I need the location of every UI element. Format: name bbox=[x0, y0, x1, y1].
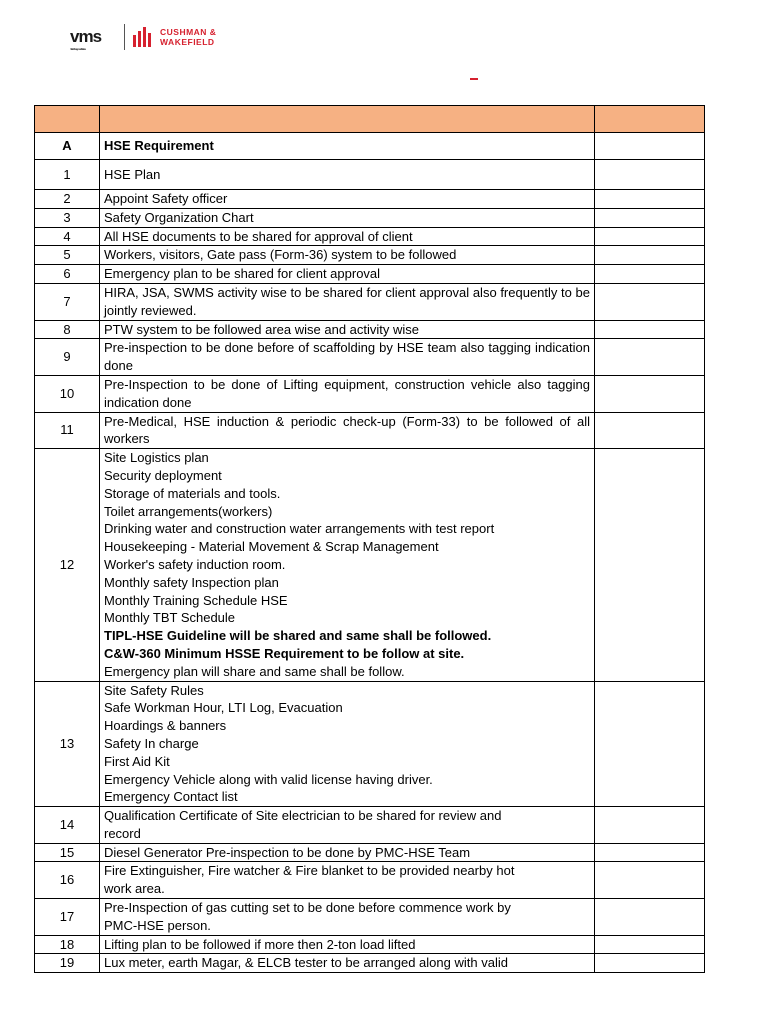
description-line: Security deployment bbox=[104, 467, 222, 483]
row-description bbox=[100, 807, 595, 844]
row-description bbox=[100, 935, 595, 954]
row-description bbox=[100, 862, 595, 899]
page-header bbox=[70, 22, 216, 52]
description-line: Workers, visitors, Gate pass (Form-36) system to be followed bbox=[104, 247, 457, 263]
section-title: HSE Requirement bbox=[100, 133, 595, 160]
header-cell-status bbox=[595, 106, 705, 133]
row-description bbox=[100, 843, 595, 862]
row-number: 12 bbox=[35, 449, 100, 681]
description-line: Emergency plan will share and same shall be follow. bbox=[104, 663, 405, 679]
description-line: Drinking water and construction water arrangements with test report bbox=[104, 521, 495, 537]
row-description bbox=[100, 954, 595, 973]
vms-logo bbox=[70, 27, 118, 51]
row-number: 13 bbox=[35, 681, 100, 807]
cw-logo-line2: WAKEFIELD bbox=[160, 37, 215, 47]
description-line: HSE Plan bbox=[104, 166, 161, 182]
row-description: Pre-Inspection to be done of Lifting equipment, construction vehicle also tagging indication done bbox=[100, 375, 595, 412]
row-number: 19 bbox=[35, 954, 100, 973]
red-underscore-mark bbox=[470, 78, 478, 80]
row-status-cell bbox=[595, 375, 705, 412]
description-line: All HSE documents to be shared for approval of client bbox=[104, 228, 413, 244]
section-id: A bbox=[35, 133, 100, 160]
row-number: 14 bbox=[35, 807, 100, 844]
description-line: Monthly Training Schedule HSE bbox=[104, 592, 288, 608]
table-header-row bbox=[35, 106, 705, 133]
row-description bbox=[100, 227, 595, 246]
table-row bbox=[35, 265, 705, 284]
row-status-cell bbox=[595, 807, 705, 844]
description-line: Hoardings & banners bbox=[104, 718, 227, 734]
row-status-cell bbox=[595, 449, 705, 681]
row-status-cell bbox=[595, 681, 705, 807]
row-status-cell bbox=[595, 339, 705, 376]
row-status-cell bbox=[595, 265, 705, 284]
description-line: Worker's safety induction room. bbox=[104, 556, 286, 572]
description-line: Emergency Contact list bbox=[104, 789, 238, 805]
row-status-cell bbox=[595, 246, 705, 265]
description-line: Qualification Certificate of Site electrician to be shared for review and bbox=[104, 808, 502, 824]
row-description bbox=[100, 208, 595, 227]
table-row bbox=[35, 339, 705, 376]
description-line: Monthly TBT Schedule bbox=[104, 610, 236, 626]
row-description: Pre-Medical, HSE induction & periodic check-up (Form-33) to be followed of all workers bbox=[100, 412, 595, 449]
description-line: Lifting plan to be followed if more then 2-ton load lifted bbox=[104, 936, 416, 952]
table-row bbox=[35, 954, 705, 973]
vms-logo-text: vms bbox=[70, 27, 102, 46]
description-line: C&W-360 Minimum HSSE Requirement to be follow at site. bbox=[104, 645, 465, 661]
row-number: 17 bbox=[35, 899, 100, 936]
row-number: 1 bbox=[35, 160, 100, 190]
row-status-cell bbox=[595, 899, 705, 936]
description-line: work area. bbox=[104, 881, 165, 897]
row-description bbox=[100, 190, 595, 209]
row-number: 11 bbox=[35, 412, 100, 449]
row-status-cell bbox=[595, 320, 705, 339]
row-status-cell bbox=[595, 160, 705, 190]
section-status-cell bbox=[595, 133, 705, 160]
table-row bbox=[35, 246, 705, 265]
row-description bbox=[100, 320, 595, 339]
hse-checklist-table bbox=[34, 105, 705, 973]
table-row bbox=[35, 807, 705, 844]
section-row bbox=[35, 133, 705, 160]
description-line: Lux meter, earth Magar, & ELCB tester to be arranged along with valid bbox=[104, 955, 508, 971]
description-line: Housekeeping - Material Movement & Scrap Management bbox=[104, 539, 439, 555]
description-line: TIPL-HSE Guideline will be shared and same shall be followed. bbox=[104, 628, 492, 644]
cushman-wakefield-logo bbox=[160, 27, 216, 47]
row-number: 4 bbox=[35, 227, 100, 246]
description-line: record bbox=[104, 825, 141, 841]
description-line: Storage of materials and tools. bbox=[104, 485, 281, 501]
table-row bbox=[35, 843, 705, 862]
row-number: 5 bbox=[35, 246, 100, 265]
description-line: PTW system to be followed area wise and activity wise bbox=[104, 321, 420, 337]
table-row bbox=[35, 681, 705, 807]
description-line: Appoint Safety officer bbox=[104, 191, 228, 206]
table-row bbox=[35, 412, 705, 449]
description-line: Safety In charge bbox=[104, 735, 199, 751]
table-row bbox=[35, 320, 705, 339]
row-description: Pre-inspection to be done before of scaffolding by HSE team also tagging indication done bbox=[100, 339, 595, 376]
description-line: First Aid Kit bbox=[104, 753, 170, 769]
row-number: 15 bbox=[35, 843, 100, 862]
description-line: Diesel Generator Pre-inspection to be done by PMC-HSE Team bbox=[104, 844, 471, 860]
row-number: 8 bbox=[35, 320, 100, 339]
row-number: 10 bbox=[35, 375, 100, 412]
table-row bbox=[35, 190, 705, 209]
vms-logo-tagline: Value Management Services bbox=[70, 47, 86, 51]
row-description bbox=[100, 899, 595, 936]
row-status-cell bbox=[595, 935, 705, 954]
description-line: Emergency plan to be shared for client approval bbox=[104, 266, 381, 282]
description-line: Pre-Inspection of gas cutting set to be done before commence work by bbox=[104, 900, 511, 916]
row-description: HIRA, JSA, SWMS activity wise to be shared for client approval also frequently to be jointly reviewed. bbox=[100, 283, 595, 320]
description-line: Emergency Vehicle along with valid license having driver. bbox=[104, 771, 433, 787]
header-cell-description bbox=[100, 106, 595, 133]
description-line: Site Safety Rules bbox=[104, 682, 204, 698]
table-row bbox=[35, 375, 705, 412]
row-description bbox=[100, 449, 595, 681]
row-status-cell bbox=[595, 843, 705, 862]
description-line: Toilet arrangements(workers) bbox=[104, 503, 273, 519]
row-number: 7 bbox=[35, 283, 100, 320]
description-line: Site Logistics plan bbox=[104, 450, 209, 466]
row-number: 16 bbox=[35, 862, 100, 899]
row-number: 9 bbox=[35, 339, 100, 376]
row-status-cell bbox=[595, 190, 705, 209]
table-row bbox=[35, 160, 705, 190]
description-line: Safe Workman Hour, LTI Log, Evacuation bbox=[104, 700, 343, 716]
row-number: 6 bbox=[35, 265, 100, 284]
row-description bbox=[100, 246, 595, 265]
cushman-wakefield-logo-icon bbox=[133, 27, 155, 47]
row-description bbox=[100, 265, 595, 284]
row-number: 3 bbox=[35, 208, 100, 227]
table-row bbox=[35, 935, 705, 954]
table-row bbox=[35, 449, 705, 681]
row-status-cell bbox=[595, 208, 705, 227]
row-status-cell bbox=[595, 227, 705, 246]
description-line: Safety Organization Chart bbox=[104, 209, 254, 225]
row-status-cell bbox=[595, 412, 705, 449]
logo-divider bbox=[124, 24, 125, 50]
description-line: Fire Extinguisher, Fire watcher & Fire blanket to be provided nearby hot bbox=[104, 863, 515, 879]
row-status-cell bbox=[595, 283, 705, 320]
row-number: 18 bbox=[35, 935, 100, 954]
description-line: Monthly safety Inspection plan bbox=[104, 574, 279, 590]
row-status-cell bbox=[595, 862, 705, 899]
row-description bbox=[100, 681, 595, 807]
row-description bbox=[100, 160, 595, 190]
table-row bbox=[35, 227, 705, 246]
table-row bbox=[35, 899, 705, 936]
table-row bbox=[35, 283, 705, 320]
table-row bbox=[35, 208, 705, 227]
row-number: 2 bbox=[35, 190, 100, 209]
cw-logo-line1: CUSHMAN & bbox=[160, 27, 217, 37]
header-cell-no bbox=[35, 106, 100, 133]
table-row bbox=[35, 862, 705, 899]
row-status-cell bbox=[595, 954, 705, 973]
description-line: PMC-HSE person. bbox=[104, 917, 211, 933]
